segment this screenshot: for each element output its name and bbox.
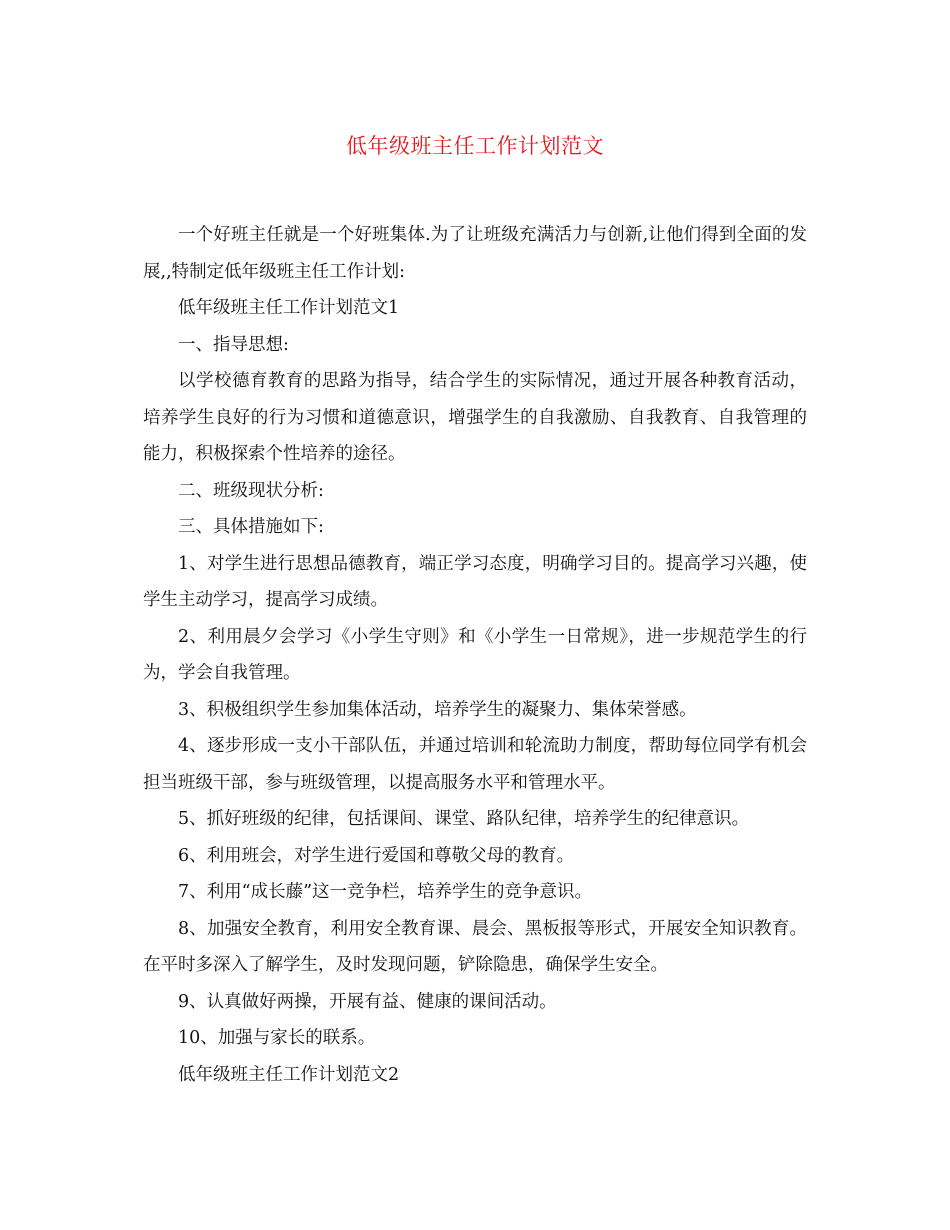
guiding-ideology-paragraph: 以学校德育教育的思路为指导，结合学生的实际情况，通过开展各种教育活动，培养学生良好的行为习惯和道德意识，增强学生的自我激励、自我教育、自我管理的能力，积极探索个性培养的途径。 — [143, 371, 807, 464]
measure-item-3: 3、积极组织学生参加集体活动，培养学生的凝聚力、集体荣誉感。 — [178, 699, 697, 720]
heading-class-analysis: 二、班级现状分析: — [178, 480, 324, 501]
heading-guiding-ideology: 一、指导思想: — [178, 334, 289, 355]
measure-item-2: 2、利用晨夕会学习《小学生守则》和《小学生一日常规》，进一步规范学生的行为，学会自我管理。 — [143, 626, 807, 683]
measure-item-6: 6、利用班会，对学生进行爱国和尊敬父母的教育。 — [178, 845, 575, 866]
measure-item-7: 7、利用“成长藤”这一竞争栏，培养学生的竞争意识。 — [178, 882, 593, 902]
measure-item-8: 8、加强安全教育，利用安全教育课、晨会、黑板报等形式，开展安全知识教育。在平时多深入了解学生，及时发现问题，铲除隐患，确保学生安全。 — [143, 918, 807, 975]
section-heading-sample-1: 低年级班主任工作计划范文1 — [178, 298, 400, 318]
section-heading-sample-2: 低年级班主任工作计划范文2 — [178, 1064, 400, 1085]
measure-item-10: 10、加强与家长的联系。 — [178, 1028, 376, 1048]
measure-item-4: 4、逐步形成一支小干部队伍，并通过培训和轮流助力制度，帮助每位同学有机会担当班级干部，参与班级管理，以提高服务水平和管理水平。 — [143, 736, 807, 793]
document-title: 低年级班主任工作计划范文 — [346, 134, 604, 158]
document-body — [143, 217, 807, 1093]
intro-paragraph: 一个好班主任就是一个好班集体.为了让班级充满活力与创新,让他们得到全面的发展,,特制定低年级班主任工作计划: — [143, 225, 807, 282]
measure-item-5: 5、抓好班级的纪律，包括课间、课堂、路队纪律，培养学生的纪律意识。 — [178, 809, 750, 829]
heading-specific-measures: 三、具体措施如下: — [178, 517, 324, 537]
measure-item-1: 1、对学生进行思想品德教育，端正学习态度，明确学习目的。提高学习兴趣，使学生主动学习，提高学习成绩。 — [143, 553, 807, 610]
measure-item-9: 9、认真做好两操，开展有益、健康的课间活动。 — [178, 991, 557, 1012]
